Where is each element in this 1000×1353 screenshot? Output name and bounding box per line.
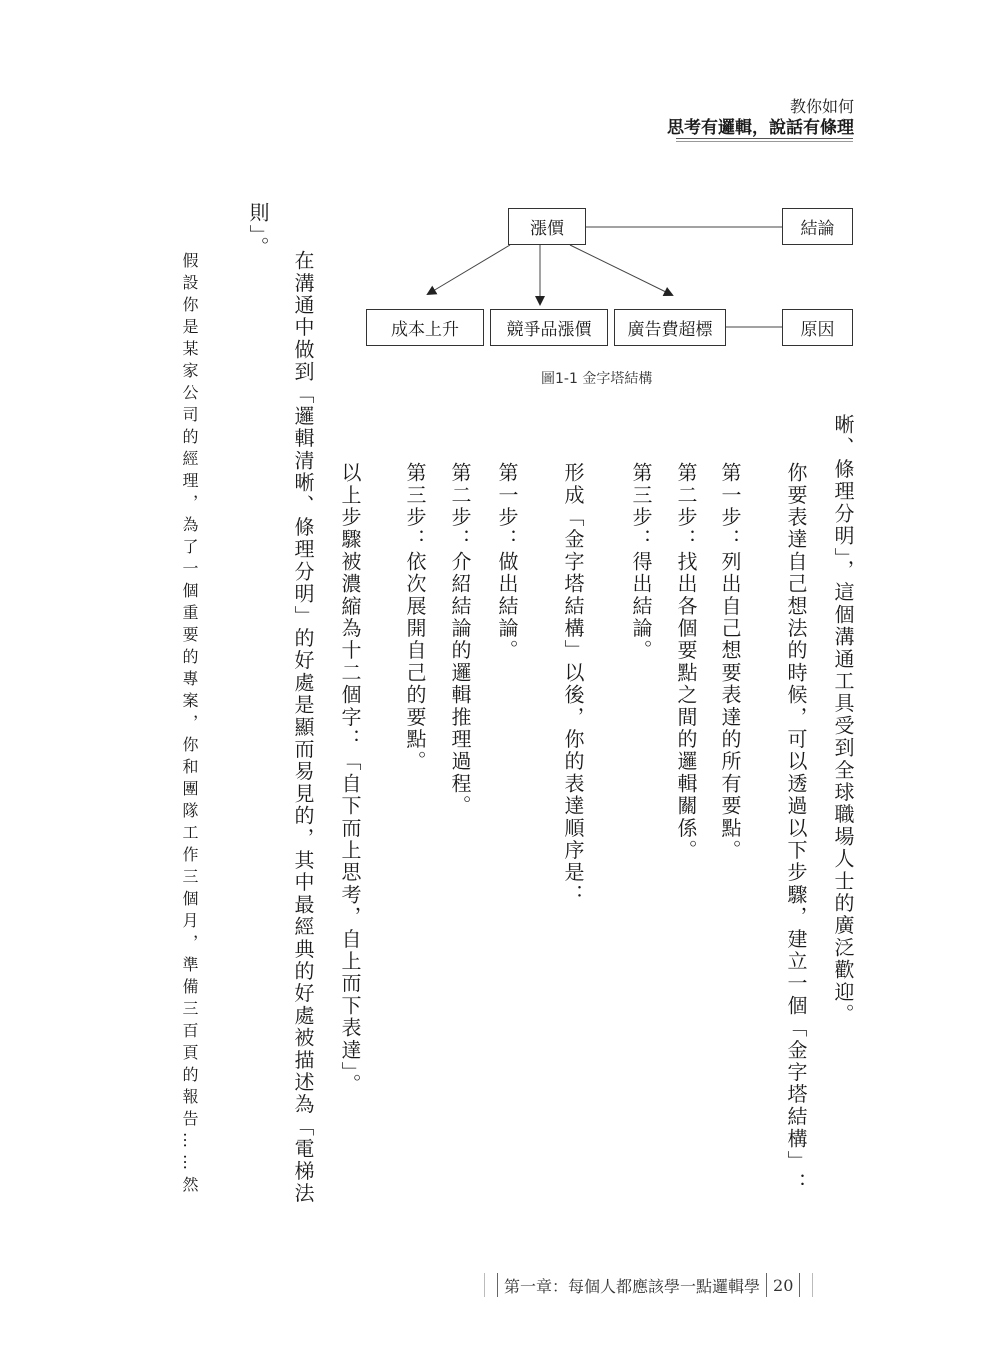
arrow-to-reason-3 xyxy=(570,245,672,295)
footer-divider-left xyxy=(484,1273,485,1297)
text-column-6: 形成「金字塔結構」以後，你的表達順序是： xyxy=(561,462,585,906)
text-column-8: 第二步：介紹結論的邏輯推理過程。 xyxy=(448,462,472,818)
text-column-2: 你要表達自己想法的時候，可以透過以下步驟，建立一個「金字塔結構」： xyxy=(784,462,808,1195)
footer-divider-right-light xyxy=(812,1273,813,1297)
running-header xyxy=(667,97,854,139)
text-column-1: 晰、條理分明」，這個溝通工具受到全球職場人士的廣泛歡迎。 xyxy=(831,414,855,1026)
text-column-10: 以上步驟被濃縮為十二個字：「自下而上思考，自上而下表達」。 xyxy=(338,462,362,1096)
text-column-3: 第一步：列出自己想要表達的所有要點。 xyxy=(718,462,742,862)
reason-box-3: 廣告費超標 xyxy=(614,309,726,346)
page-number: 20 xyxy=(773,1275,794,1295)
arrow-to-reason-1 xyxy=(428,245,510,294)
reason-box-2: 競爭品漲價 xyxy=(490,309,608,346)
text-column-12: 則」。 xyxy=(246,202,270,259)
top-box: 漲價 xyxy=(508,208,586,245)
reason-label-box: 原因 xyxy=(782,309,853,346)
pyramid-diagram xyxy=(360,195,860,365)
footer-divider-left-dark xyxy=(497,1273,498,1297)
book-title-line2: 思考有邏輯，說話有條理 xyxy=(667,118,854,138)
text-column-11: 在溝通中做到「邏輯清晰、條理分明」的好處是顯而易見的，其中最經典的好處被描述為「電梯法 xyxy=(291,250,315,1205)
footer-divider-right xyxy=(799,1273,800,1297)
reason-box-1: 成本上升 xyxy=(366,309,484,346)
page-footer xyxy=(478,1274,819,1296)
text-column-13: 假設你是某家公司的經理，為了一個重要的專案，你和團隊工作三個月，準備三百頁的報告……然 xyxy=(180,252,199,1198)
header-rule xyxy=(676,138,853,139)
conclusion-box: 結論 xyxy=(782,208,853,245)
text-column-4: 第二步：找出各個要點之間的邏輯關係。 xyxy=(674,462,698,862)
figure-caption: 圖1-1 金字塔結構 xyxy=(541,371,653,387)
chapter-title: 第一章：每個人都應該學一點邏輯學 xyxy=(504,1276,761,1296)
text-column-7: 第一步：做出結論。 xyxy=(495,462,519,662)
header-rule-thin xyxy=(676,141,853,142)
text-column-5: 第三步：得出結論。 xyxy=(629,462,653,662)
footer-divider-mid xyxy=(766,1273,767,1297)
book-title-line1: 教你如何 xyxy=(789,97,854,116)
text-column-9: 第三步：依次展開自己的要點。 xyxy=(403,462,427,773)
